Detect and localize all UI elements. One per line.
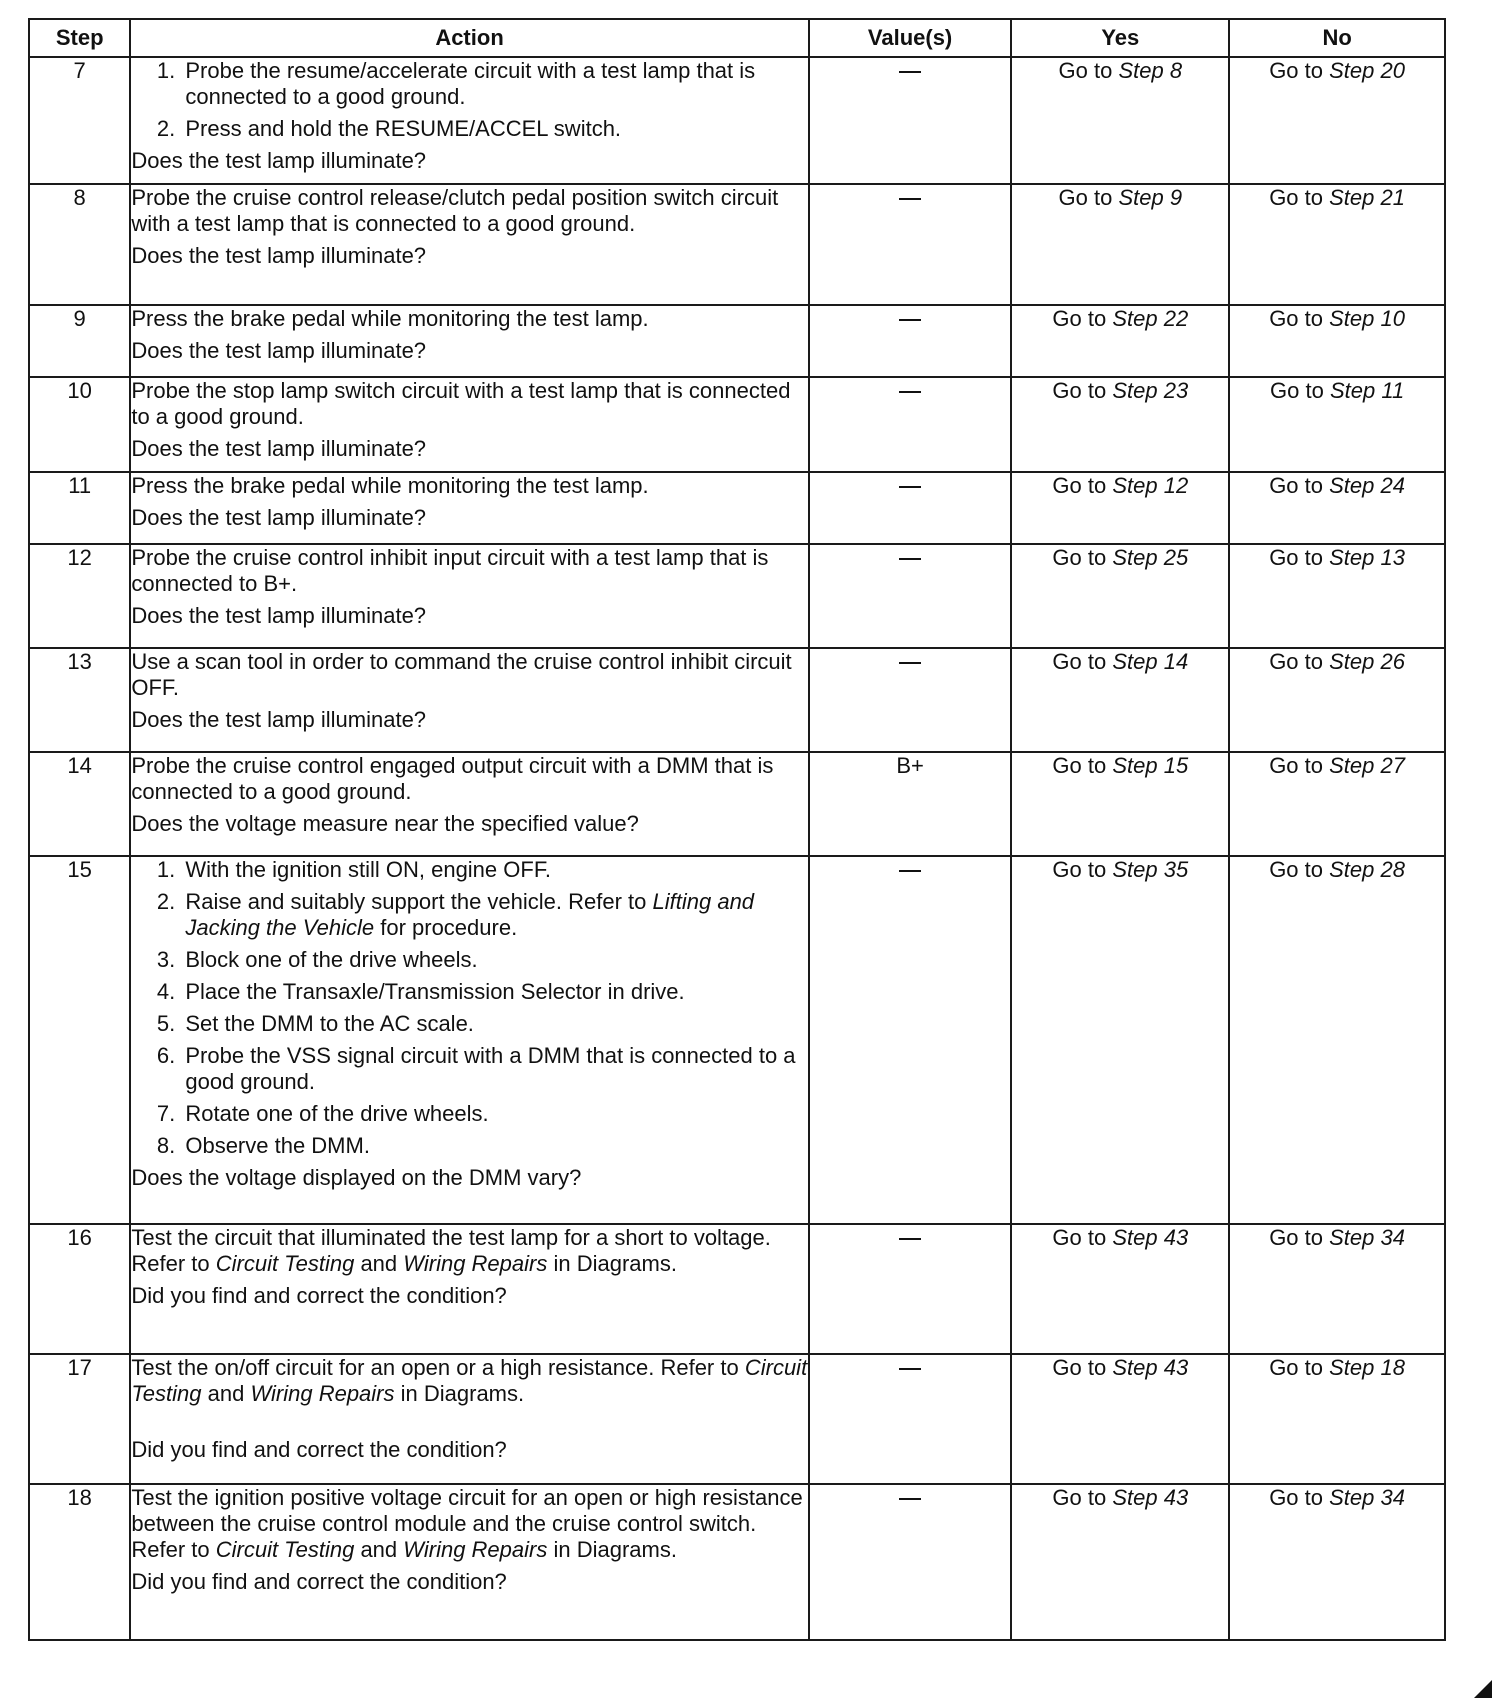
goto-prefix: Go to <box>1052 1355 1107 1380</box>
action-question: Does the test lamp illuminate? <box>131 707 427 732</box>
step-word: Step <box>1329 857 1375 882</box>
value-dash <box>899 198 921 200</box>
value-dash <box>899 319 921 321</box>
action-question: Did you find and correct the condition? <box>131 1569 507 1594</box>
header-value: Value(s) <box>809 19 1012 57</box>
action-cell <box>130 752 808 856</box>
no-cell <box>1229 1354 1445 1484</box>
step-word: Step <box>1329 1225 1375 1250</box>
list-item <box>181 889 807 941</box>
yes-step-ref: 12 <box>1163 473 1189 498</box>
step-word: Step <box>1329 753 1375 778</box>
table-row <box>29 1484 1445 1640</box>
no-step-ref: 24 <box>1380 473 1405 498</box>
action-question: Does the test lamp illuminate? <box>131 603 427 628</box>
action-question: Does the voltage displayed on the DMM vary? <box>131 1165 582 1190</box>
value-dash <box>899 662 921 664</box>
step-number: 14 <box>29 752 130 856</box>
step-word: Step <box>1118 58 1164 83</box>
goto-prefix: Go to <box>1269 1225 1323 1250</box>
step-word: Step <box>1112 857 1158 882</box>
action-cell <box>130 648 808 752</box>
value-dash <box>899 391 921 393</box>
step-word: Step <box>1118 185 1164 210</box>
action-description: Use a scan tool in order to command the cruise control inhibit circuit OFF. <box>131 649 792 700</box>
description-text: in Diagrams. <box>400 1381 525 1406</box>
action-description <box>131 1485 807 1563</box>
action-description <box>131 1225 807 1277</box>
value-dash <box>899 1368 921 1370</box>
list-item: 6. Probe the VSS signal circuit with a DMM that is connected to a good ground. <box>181 1043 807 1095</box>
yes-step-ref: 43 <box>1163 1225 1189 1250</box>
table-row <box>29 1354 1445 1484</box>
action-description: Press the brake pedal while monitoring the test lamp. <box>131 473 649 498</box>
action-description: Probe the stop lamp switch circuit with a test lamp that is connected to a good ground. <box>131 378 791 429</box>
yes-step-ref: 8 <box>1169 58 1183 83</box>
action-list <box>131 58 807 142</box>
goto-prefix: Go to <box>1052 473 1107 498</box>
goto-prefix: Go to <box>1269 545 1323 570</box>
goto-prefix: Go to <box>1052 753 1107 778</box>
step-word: Step <box>1329 185 1375 210</box>
step-number: 18 <box>29 1484 130 1640</box>
corner-marker-icon <box>1474 1680 1492 1698</box>
goto-prefix: Go to <box>1269 185 1323 210</box>
table-row <box>29 1224 1445 1354</box>
yes-cell <box>1011 1354 1229 1484</box>
no-cell <box>1229 648 1445 752</box>
action-question: Does the test lamp illuminate? <box>131 148 427 173</box>
step-word: Step <box>1329 58 1375 83</box>
goto-prefix: Go to <box>1269 1355 1323 1380</box>
action-cell <box>130 57 808 184</box>
description-text: Test the ignition positive voltage circuit for an open or high resistance between the cruise control module and the cruise control switch. Refer to <box>131 1485 803 1562</box>
list-item-text: Raise and suitably support the vehicle. Refer to <box>185 889 647 914</box>
goto-prefix: Go to <box>1269 1485 1323 1510</box>
description-text: and <box>207 1381 245 1406</box>
no-step-ref: 27 <box>1380 753 1405 778</box>
yes-step-ref: 23 <box>1163 378 1189 403</box>
description-text: in Diagrams. <box>553 1251 677 1276</box>
description-text: and <box>360 1537 398 1562</box>
step-word: Step <box>1112 306 1158 331</box>
action-description: Probe the cruise control release/clutch pedal position switch circuit with a test lamp that is connected to a good ground. <box>131 185 779 236</box>
no-cell <box>1229 57 1445 184</box>
action-cell <box>130 856 808 1224</box>
no-cell <box>1229 305 1445 377</box>
step-number: 9 <box>29 305 130 377</box>
header-action: Action <box>130 19 808 57</box>
yes-step-ref: 22 <box>1163 306 1189 331</box>
list-item: 3. Block one of the drive wheels. <box>181 947 807 973</box>
yes-cell <box>1011 544 1229 648</box>
diagnostic-table <box>28 18 1446 1641</box>
yes-cell <box>1011 648 1229 752</box>
no-step-ref: 34 <box>1380 1485 1405 1510</box>
header-row <box>29 19 1445 57</box>
no-step-ref: 26 <box>1380 649 1405 674</box>
yes-cell <box>1011 184 1229 305</box>
action-cell <box>130 1484 808 1640</box>
goto-prefix: Go to <box>1269 306 1323 331</box>
no-step-ref: 34 <box>1380 1225 1405 1250</box>
yes-cell <box>1011 856 1229 1224</box>
yes-cell <box>1011 57 1229 184</box>
goto-prefix: Go to <box>1052 306 1107 331</box>
action-question: Did you find and correct the condition? <box>131 1437 507 1462</box>
value-dash <box>899 1498 921 1500</box>
header-yes: Yes <box>1011 19 1229 57</box>
no-step-ref: 18 <box>1380 1355 1405 1380</box>
circuit-testing-reference: Circuit Testing <box>215 1251 355 1276</box>
action-description: Probe the cruise control inhibit input circuit with a test lamp that is connected to B+. <box>131 545 769 596</box>
value-cell <box>809 648 1012 752</box>
table-row <box>29 856 1445 1224</box>
value-cell <box>809 377 1012 472</box>
no-step-ref: 21 <box>1380 185 1405 210</box>
step-number: 8 <box>29 184 130 305</box>
step-word: Step <box>1112 545 1158 570</box>
goto-prefix: Go to <box>1269 857 1323 882</box>
yes-cell <box>1011 1484 1229 1640</box>
description-text: Test the circuit that illuminated the test lamp for a short to voltage. Refer to <box>131 1225 771 1276</box>
action-cell <box>130 1354 808 1484</box>
action-list <box>131 857 807 1159</box>
action-description: Press the brake pedal while monitoring the test lamp. <box>131 306 649 331</box>
list-item: 2. Press and hold the RESUME/ACCEL switch. <box>181 116 807 142</box>
yes-cell <box>1011 377 1229 472</box>
value-cell <box>809 1484 1012 1640</box>
wiring-repairs-reference: Wiring Repairs <box>250 1381 395 1406</box>
action-question: Does the test lamp illuminate? <box>131 338 427 363</box>
header-step: Step <box>29 19 130 57</box>
step-number: 13 <box>29 648 130 752</box>
yes-step-ref: 43 <box>1163 1485 1189 1510</box>
goto-prefix: Go to <box>1270 378 1324 403</box>
value-cell <box>809 752 1012 856</box>
step-number: 15 <box>29 856 130 1224</box>
list-item: 1. Probe the resume/accelerate circuit with a test lamp that is connected to a good ground. <box>181 58 807 110</box>
yes-step-ref: 15 <box>1163 753 1189 778</box>
no-cell <box>1229 752 1445 856</box>
wiring-repairs-reference: Wiring Repairs <box>403 1537 548 1562</box>
no-step-ref: 20 <box>1380 58 1405 83</box>
table-row <box>29 648 1445 752</box>
wiring-repairs-reference: Wiring Repairs <box>403 1251 548 1276</box>
no-cell <box>1229 1484 1445 1640</box>
table-row <box>29 57 1445 184</box>
value-cell <box>809 1224 1012 1354</box>
no-step-ref: 10 <box>1380 306 1405 331</box>
yes-step-ref: 43 <box>1163 1355 1189 1380</box>
step-word: Step <box>1329 1355 1375 1380</box>
list-item: 8. Observe the DMM. <box>181 1133 807 1159</box>
step-word: Step <box>1112 649 1158 674</box>
no-cell <box>1229 184 1445 305</box>
no-cell <box>1229 544 1445 648</box>
yes-step-ref: 14 <box>1163 649 1189 674</box>
no-cell <box>1229 472 1445 544</box>
step-word: Step <box>1112 473 1158 498</box>
step-word: Step <box>1329 473 1375 498</box>
value-cell <box>809 184 1012 305</box>
value-cell <box>809 856 1012 1224</box>
value-dash <box>899 1238 921 1240</box>
step-word: Step <box>1329 545 1375 570</box>
list-item: 5. Set the DMM to the AC scale. <box>181 1011 807 1037</box>
action-question: Does the test lamp illuminate? <box>131 436 427 461</box>
header-no: No <box>1229 19 1445 57</box>
goto-prefix: Go to <box>1052 545 1107 570</box>
action-cell <box>130 377 808 472</box>
action-question: Does the test lamp illuminate? <box>131 243 427 268</box>
value-cell <box>809 305 1012 377</box>
step-word: Step <box>1329 378 1376 403</box>
step-number: 11 <box>29 472 130 544</box>
goto-prefix: Go to <box>1052 1485 1107 1510</box>
goto-prefix: Go to <box>1269 473 1323 498</box>
step-word: Step <box>1112 753 1158 778</box>
yes-cell <box>1011 305 1229 377</box>
yes-step-ref: 25 <box>1163 545 1189 570</box>
step-number: 16 <box>29 1224 130 1354</box>
value-dash <box>899 870 921 872</box>
yes-step-ref: 35 <box>1163 857 1189 882</box>
no-cell <box>1229 856 1445 1224</box>
step-word: Step <box>1329 1485 1375 1510</box>
yes-cell <box>1011 752 1229 856</box>
action-cell <box>130 472 808 544</box>
value-cell <box>809 472 1012 544</box>
table-row <box>29 544 1445 648</box>
yes-cell <box>1011 472 1229 544</box>
step-number: 10 <box>29 377 130 472</box>
value-cell <box>809 544 1012 648</box>
step-word: Step <box>1112 1485 1158 1510</box>
no-step-ref: 11 <box>1381 378 1405 403</box>
yes-step-ref: 9 <box>1169 185 1183 210</box>
step-word: Step <box>1112 1355 1158 1380</box>
table-row <box>29 752 1445 856</box>
goto-prefix: Go to <box>1052 649 1107 674</box>
action-question: Does the test lamp illuminate? <box>131 505 427 530</box>
table-row <box>29 377 1445 472</box>
yes-cell <box>1011 1224 1229 1354</box>
table-row <box>29 305 1445 377</box>
value-dash <box>899 558 921 560</box>
value-cell <box>809 57 1012 184</box>
action-question: Does the voltage measure near the specified value? <box>131 811 639 836</box>
goto-prefix: Go to <box>1058 58 1113 83</box>
step-number: 7 <box>29 57 130 184</box>
goto-prefix: Go to <box>1052 1225 1107 1250</box>
no-step-ref: 28 <box>1380 857 1405 882</box>
description-text: Test the on/off circuit for an open or a high resistance. Refer to <box>131 1355 739 1380</box>
list-item-text: for procedure. <box>380 915 518 940</box>
action-cell <box>130 184 808 305</box>
step-number: 12 <box>29 544 130 648</box>
step-word: Step <box>1329 649 1375 674</box>
action-question: Did you find and correct the condition? <box>131 1283 507 1308</box>
table-row <box>29 472 1445 544</box>
circuit-testing-reference: Circuit Testing <box>215 1537 355 1562</box>
goto-prefix: Go to <box>1052 378 1107 403</box>
step-word: Step <box>1329 306 1375 331</box>
action-cell <box>130 1224 808 1354</box>
step-word: Step <box>1112 378 1158 403</box>
circuit-testing-reference: Circuit Testing <box>131 1355 808 1406</box>
goto-prefix: Go to <box>1058 185 1113 210</box>
action-description: Probe the cruise control engaged output circuit with a DMM that is connected to a good ground. <box>131 753 774 804</box>
action-cell <box>130 305 808 377</box>
goto-prefix: Go to <box>1269 753 1323 778</box>
action-description <box>131 1355 807 1407</box>
step-number: 17 <box>29 1354 130 1484</box>
no-step-ref: 13 <box>1380 545 1405 570</box>
goto-prefix: Go to <box>1269 58 1323 83</box>
goto-prefix: Go to <box>1269 649 1323 674</box>
description-text: and <box>360 1251 398 1276</box>
list-item: 7. Rotate one of the drive wheels. <box>181 1101 807 1127</box>
list-item: 1. With the ignition still ON, engine OFF. <box>181 857 807 883</box>
step-word: Step <box>1112 1225 1158 1250</box>
lifting-jacking-reference: Lifting and Jacking the Vehicle <box>185 889 755 940</box>
value-text: B+ <box>896 753 924 778</box>
value-dash <box>899 71 921 73</box>
no-cell <box>1229 1224 1445 1354</box>
no-cell <box>1229 377 1445 472</box>
table-row <box>29 184 1445 305</box>
description-text: in Diagrams. <box>553 1537 677 1562</box>
value-cell <box>809 1354 1012 1484</box>
value-dash <box>899 486 921 488</box>
goto-prefix: Go to <box>1052 857 1107 882</box>
action-cell <box>130 544 808 648</box>
list-item: 4. Place the Transaxle/Transmission Selector in drive. <box>181 979 807 1005</box>
